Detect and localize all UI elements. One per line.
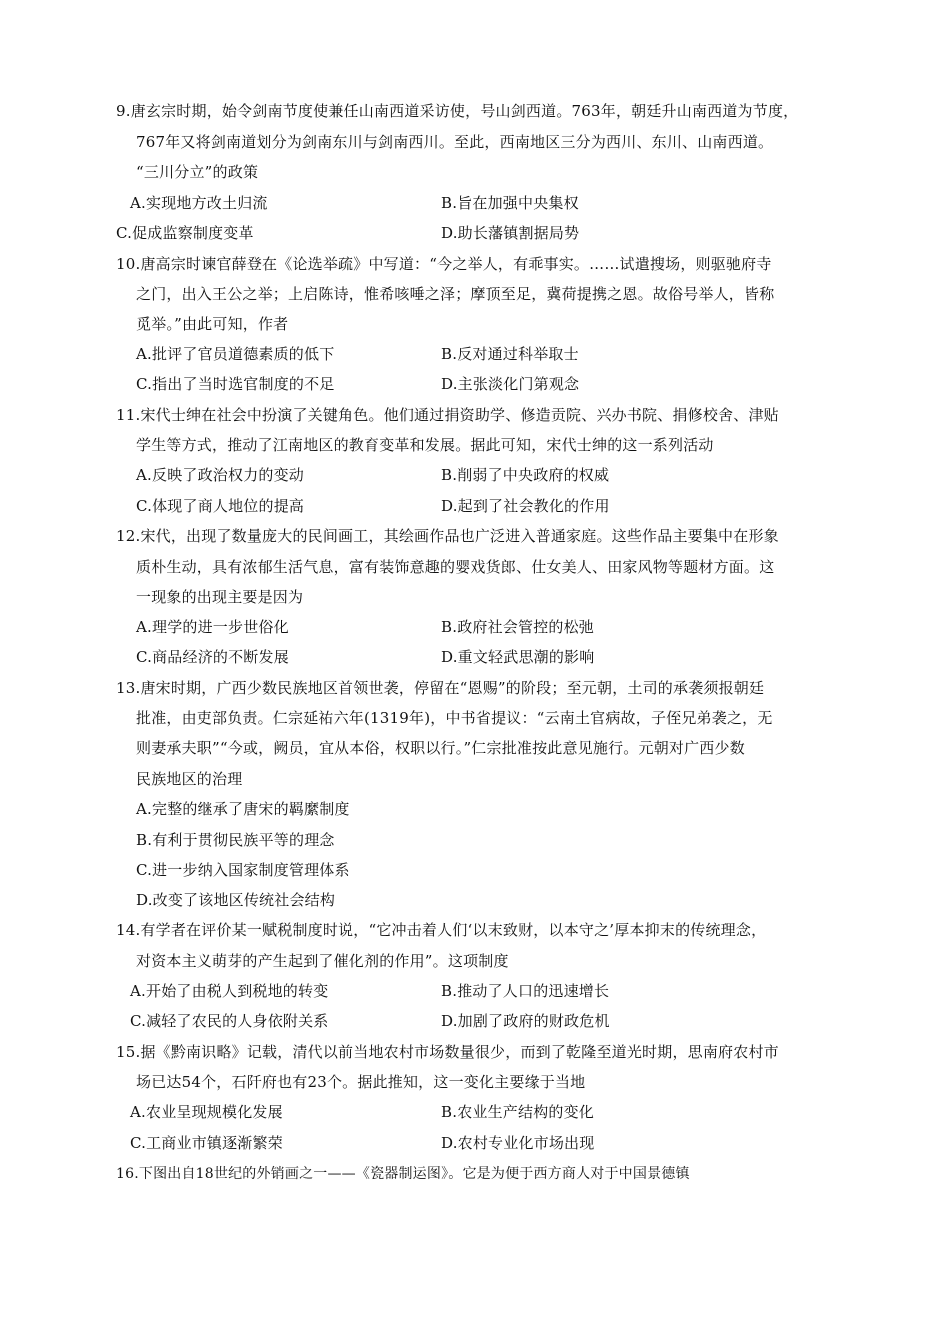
- question-9-stem-line-1: 9.唐玄宗时期，始令剑南节度使兼任山南西道采访使，号山剑西道。763年，朝廷升山南西道为节度，: [116, 102, 799, 120]
- question-14-option-d: D.加剧了政府的财政危机: [441, 1012, 610, 1030]
- question-13-stem-line-2: 批准，由吏部负责。仁宗延祐六年(1319年)，中书省提议：“云南土官病故，子侄兄弟袭之，无: [136, 709, 773, 727]
- question-12-option-b: B.政府社会管控的松弛: [441, 618, 594, 636]
- question-9-option-c: C.促成监察制度变革: [116, 224, 254, 242]
- question-11-option-d: D.起到了社会教化的作用: [441, 497, 610, 515]
- question-13-stem-line-4: 民族地区的治理: [136, 770, 243, 788]
- question-12-stem-line-3: 一现象的出现主要是因为: [136, 588, 304, 606]
- question-9-stem-line-2: 767年又将剑南道划分为剑南东川与剑南西川。至此，西南地区三分为西川、东川、山南西道。: [136, 133, 774, 151]
- question-9-option-b: B.旨在加强中央集权: [441, 194, 579, 212]
- question-14-option-c: C.减轻了农民的人身依附关系: [130, 1012, 329, 1030]
- question-10-stem-line-3: 觅举。”由此可知，作者: [136, 315, 289, 333]
- question-15-stem-line-1: 15.据《黔南识略》记载，清代以前当地农村市场数量很少，而到了乾隆至道光时期，思南府农村市: [116, 1043, 779, 1061]
- question-10-stem-line-2: 之门，出入王公之举；上启陈诗，惟希咳唾之泽；摩顶至足，冀荷提携之恩。故俗号举人，皆称: [136, 285, 775, 303]
- question-14-option-b: B.推动了人口的迅速增长: [441, 982, 610, 1000]
- question-13-option-c: C.进一步纳入国家制度管理体系: [136, 861, 350, 879]
- question-13-stem-line-1: 13.唐宋时期，广西少数民族地区首领世袭，停留在“恩赐”的阶段；至元朝，土司的承袭须报朝廷: [116, 679, 765, 697]
- question-12-option-a: A.理学的进一步世俗化: [136, 618, 289, 636]
- question-10-stem-line-1: 10.唐高宗时谏官薛登在《论选举疏》中写道：“今之举人，有乖事实。……试遣搜场，则驱驰府寺: [116, 255, 772, 273]
- question-15-stem-line-2: 场已达54个，石阡府也有23个。据此推知，这一变化主要缘于当地: [136, 1073, 586, 1091]
- question-13-stem-line-3: 则妻承夫职”“今或，阙员，宜从本俗，权职以行。”仁宗批准按此意见施行。元朝对广西少数: [136, 739, 745, 757]
- question-13-option-d: D.改变了该地区传统社会结构: [136, 891, 336, 909]
- question-11-option-a: A.反映了政治权力的变动: [136, 466, 305, 484]
- question-12-stem-line-2: 质朴生动，具有浓郁生活气息，富有装饰意趣的婴戏货郎、仕女美人、田家风物等题材方面。这: [136, 558, 775, 576]
- question-15-option-d: D.农村专业化市场出现: [441, 1134, 595, 1152]
- question-13-option-a: A.完整的继承了唐宋的羁縻制度: [136, 800, 350, 818]
- question-11-option-c: C.体现了商人地位的提高: [136, 497, 305, 515]
- question-15-option-b: B.农业生产结构的变化: [441, 1103, 594, 1121]
- question-11-option-b: B.削弱了中央政府的权威: [441, 466, 610, 484]
- question-10-option-d: D.主张淡化门第观念: [441, 375, 580, 393]
- question-16-stem-line-1: 16.下图出自18世纪的外销画之一——《瓷器制运图》。它是为便于西方商人对于中国景德镇: [116, 1166, 690, 1182]
- question-12-option-d: D.重文轻武思潮的影响: [441, 648, 595, 666]
- question-9-stem-line-3: “三川分立”的政策: [136, 163, 259, 181]
- question-11-stem-line-1: 11.宋代士绅在社会中扮演了关键角色。他们通过捐资助学、修造贡院、兴办书院、捐修校舍、津贴: [116, 406, 779, 424]
- question-11-stem-line-2: 学生等方式，推动了江南地区的教育变革和发展。据此可知，宋代士绅的这一系列活动: [136, 436, 714, 454]
- question-14-stem-line-2: 对资本主义萌芽的产生起到了催化剂的作用”。这项制度: [136, 952, 509, 970]
- question-13-option-b: B.有利于贯彻民族平等的理念: [136, 831, 335, 849]
- question-9-option-a: A.实现地方改土归流: [130, 194, 268, 212]
- question-14-stem-line-1: 14.有学者在评价某一赋税制度时说，“它冲击着人们‘以末致财，以本守之’厚本抑末的传统理念，: [116, 921, 767, 939]
- question-9-option-d: D.助长藩镇割据局势: [441, 224, 580, 242]
- question-10-option-c: C.指出了当时选官制度的不足: [136, 375, 335, 393]
- question-10-option-b: B.反对通过科举取士: [441, 345, 579, 363]
- question-12-option-c: C.商品经济的不断发展: [136, 648, 289, 666]
- question-10-option-a: A.批评了官员道德素质的低下: [136, 345, 335, 363]
- question-14-option-a: A.开始了由税人到税地的转变: [130, 982, 329, 1000]
- question-15-option-a: A.农业呈现规模化发展: [130, 1103, 283, 1121]
- question-12-stem-line-1: 12.宋代，出现了数量庞大的民间画工，其绘画作品也广泛进入普通家庭。这些作品主要集中在形象: [116, 527, 779, 545]
- question-15-option-c: C.工商业市镇逐渐繁荣: [130, 1134, 283, 1152]
